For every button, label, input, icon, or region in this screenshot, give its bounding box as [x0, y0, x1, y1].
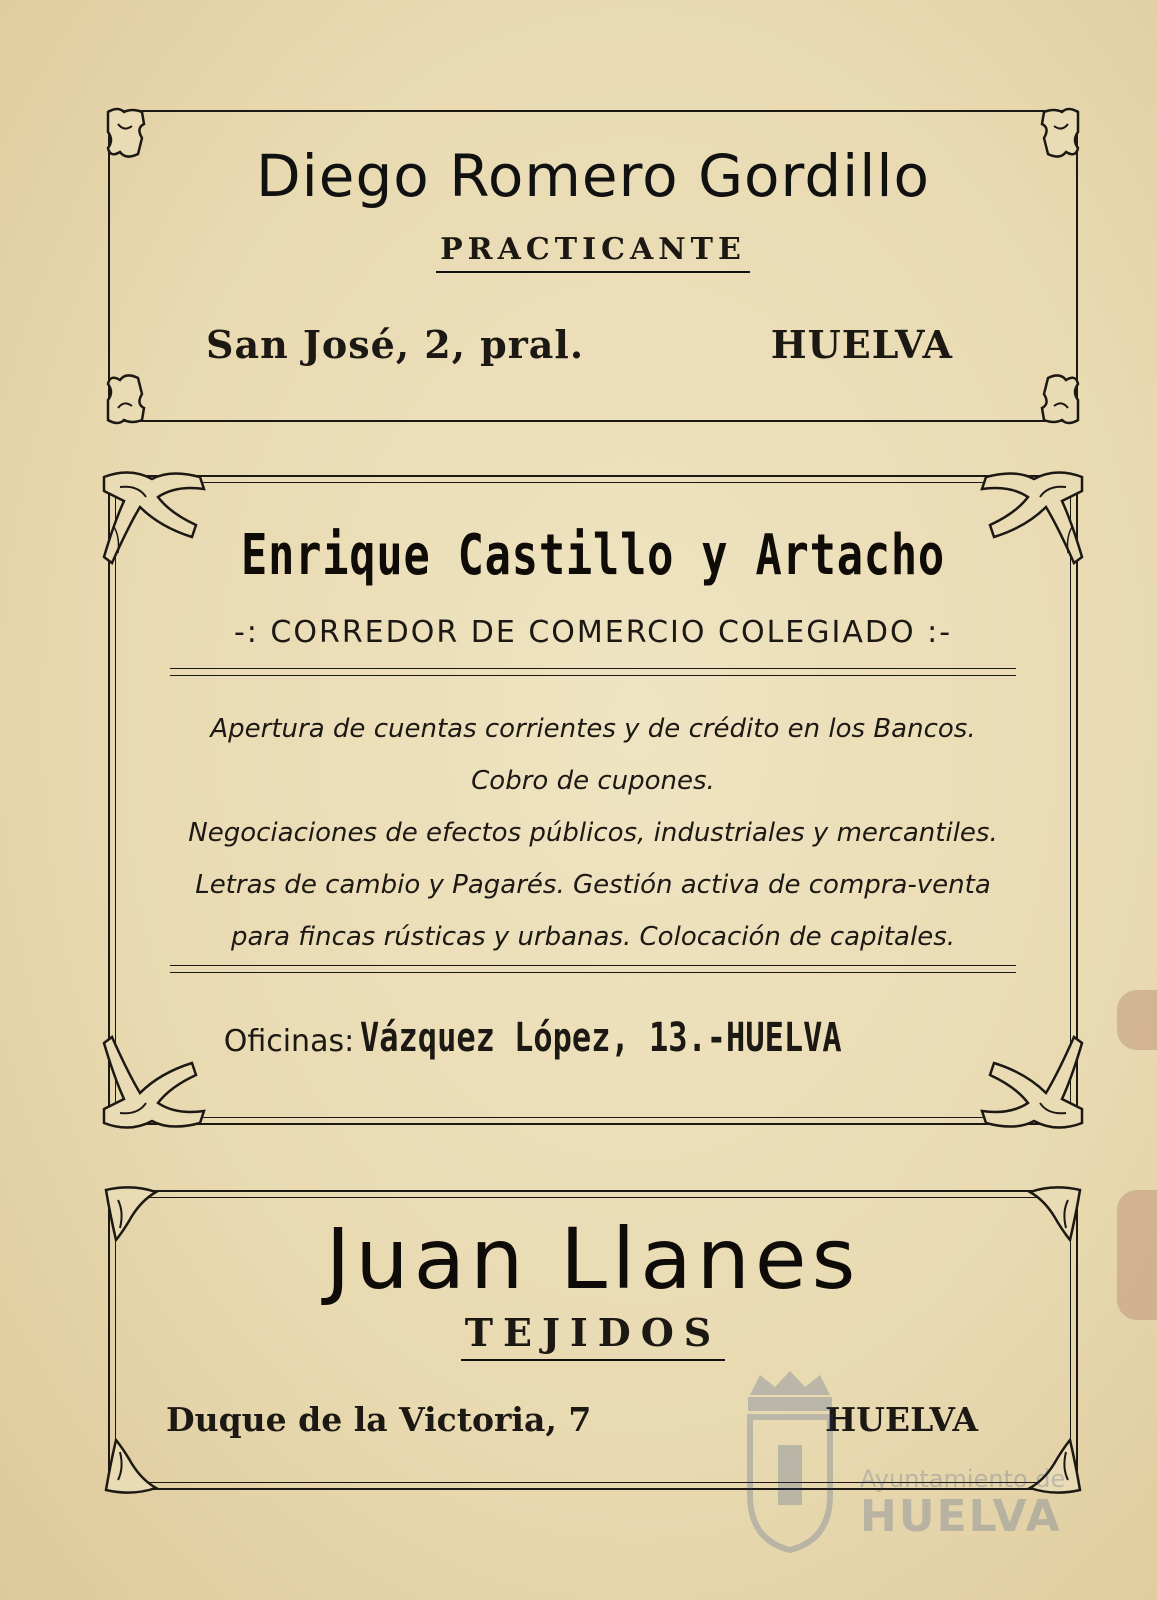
paper-stain	[1117, 1190, 1157, 1320]
paper-stain	[1117, 990, 1157, 1050]
coat-of-arms-icon	[730, 1365, 850, 1555]
divider	[170, 972, 1016, 973]
watermark-line2: HUELVA	[860, 1491, 1062, 1542]
city: HUELVA	[770, 322, 953, 367]
service-line: Cobro de cupones.	[471, 766, 715, 796]
service-line: Apertura de cuentas corrientes y de crédito en los Bancos.	[210, 714, 976, 744]
service-line: Negociaciones de efectos públicos, industriales y mercantiles.	[188, 818, 998, 848]
profession	[108, 232, 1078, 273]
watermark-logo	[730, 1365, 1070, 1555]
corner-ornament	[102, 370, 160, 428]
ad-enrique-castillo	[108, 475, 1078, 1125]
corner-ornament	[102, 1436, 162, 1496]
service-line: Letras de cambio y Pagarés. Gestión activa de compra-venta	[195, 870, 991, 900]
services-list	[108, 703, 1078, 963]
ad-diego-romero	[108, 110, 1078, 422]
profession: -: CORREDOR DE COMERCIO COLEGIADO :-	[233, 615, 953, 650]
divider	[170, 675, 1016, 676]
divider	[170, 668, 1016, 669]
address: Duque de la Victoria, 7	[166, 1400, 592, 1439]
office-label: Oficinas:	[223, 1024, 355, 1059]
advertiser-name: Juan Llanes	[325, 1210, 861, 1308]
profession	[108, 1310, 1078, 1361]
city: HUELVA	[824, 1400, 978, 1439]
profession-text: PRACTICANTE	[436, 232, 750, 273]
profession-text: TEJIDOS	[461, 1310, 726, 1361]
office-line	[108, 1015, 1078, 1061]
ribbon-ornament	[100, 467, 220, 587]
watermark-line1: Ayuntamiento de	[860, 1465, 1066, 1493]
advertiser-name: Enrique Castillo y Artacho	[240, 523, 946, 588]
address: San José, 2, pral.	[206, 322, 585, 367]
office-address: Vázquez López, 13.-HUELVA	[360, 1015, 842, 1061]
divider	[170, 965, 1016, 966]
service-line: para fincas rústicas y urbanas. Colocación de capitales.	[230, 922, 955, 952]
advertiser-name: Diego Romero Gordillo	[256, 142, 930, 210]
corner-ornament	[1026, 370, 1084, 428]
ribbon-ornament	[966, 467, 1086, 587]
